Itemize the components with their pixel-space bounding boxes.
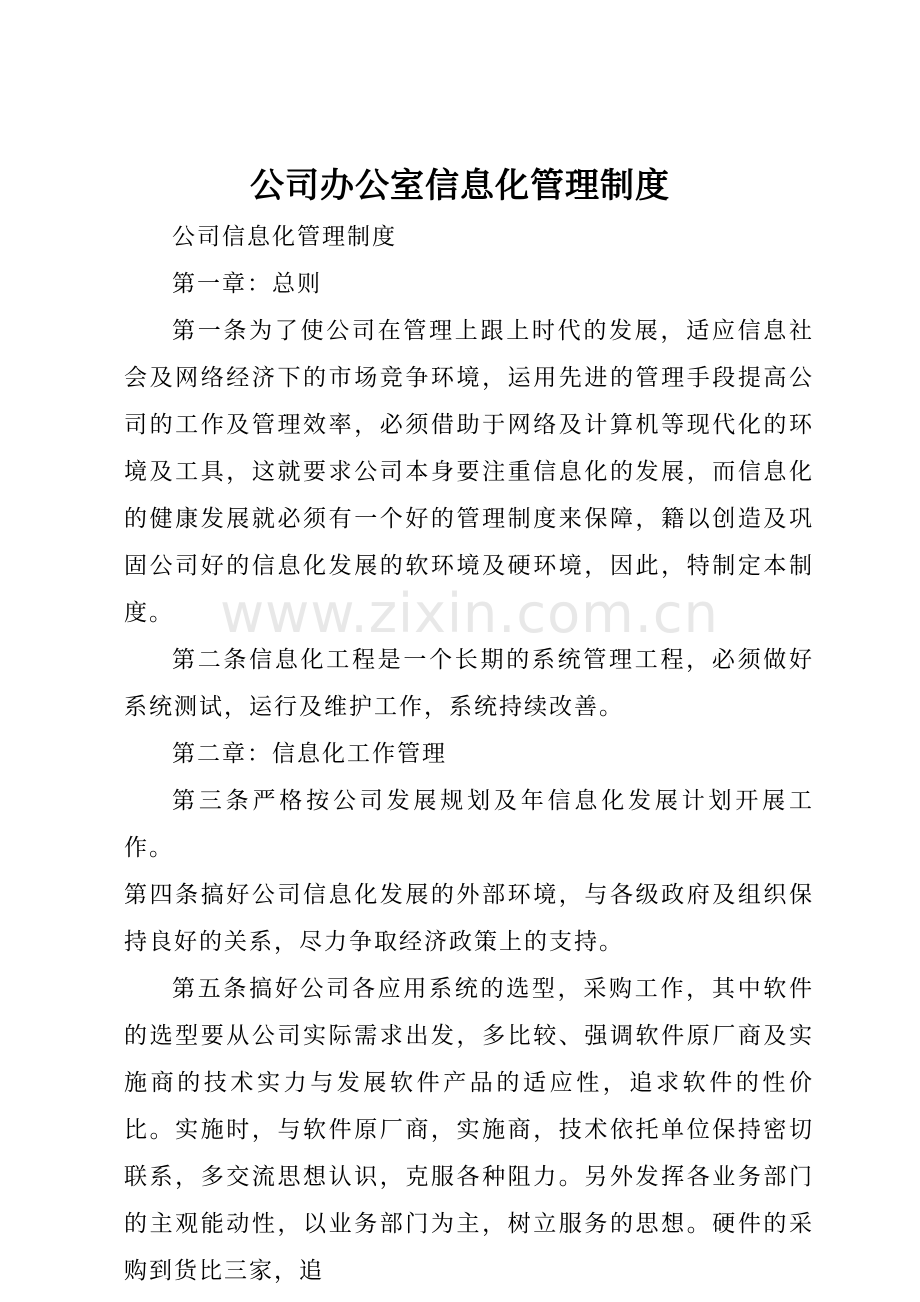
- article-3: 第三条严格按公司发展规划及年信息化发展计划开展工作。: [124, 788, 814, 861]
- article-2: 第二条信息化工程是一个长期的系统管理工程，必须做好系统测试，运行及维护工作，系统持续改善。: [124, 647, 814, 720]
- article-5: 第五条搞好公司各应用系统的选型，采购工作，其中软件的选型要从公司实际需求出发，多比较、强调软件原厂商及实施商的技术实力与发展软件产品的适应性，追求软件的性价比。实施时，与软件原厂商，实施商，技术依托单位保持密切联系，多交流思想认识，克服各种阻力。另外发挥各业务部门的主观能动性，以业务部门为主，树立服务的思想。硬件的采购到货比三家，追: [124, 976, 814, 1284]
- article-4: 第四条搞好公司信息化发展的外部环境，与各级政府及组织保持良好的关系，尽力争取经济政策上的支持。: [124, 882, 814, 955]
- article-1: 第一条为了使公司在管理上跟上时代的发展，适应信息社会及网络经济下的市场竞争环境，运用先进的管理手段提高公司的工作及管理效率，必须借助于网络及计算机等现代化的环境及工具，这就要求公司本身要注重信息化的发展，而信息化的健康发展就必须有一个好的管理制度来保障，籍以创造及巩固公司好的信息化发展的软环境及硬环境，因此，特制定本制度。: [124, 318, 814, 626]
- chapter-heading-2: 第二章：信息化工作管理: [172, 741, 447, 767]
- document-body: [124, 214, 814, 1295]
- watermark: www.zixin.com.cn: [220, 582, 719, 645]
- paragraph-subtitle: 公司信息化管理制度: [172, 224, 397, 250]
- chapter-heading-1: 第一章：总则: [172, 271, 322, 297]
- document-title: 公司办公室信息化管理制度: [250, 166, 670, 206]
